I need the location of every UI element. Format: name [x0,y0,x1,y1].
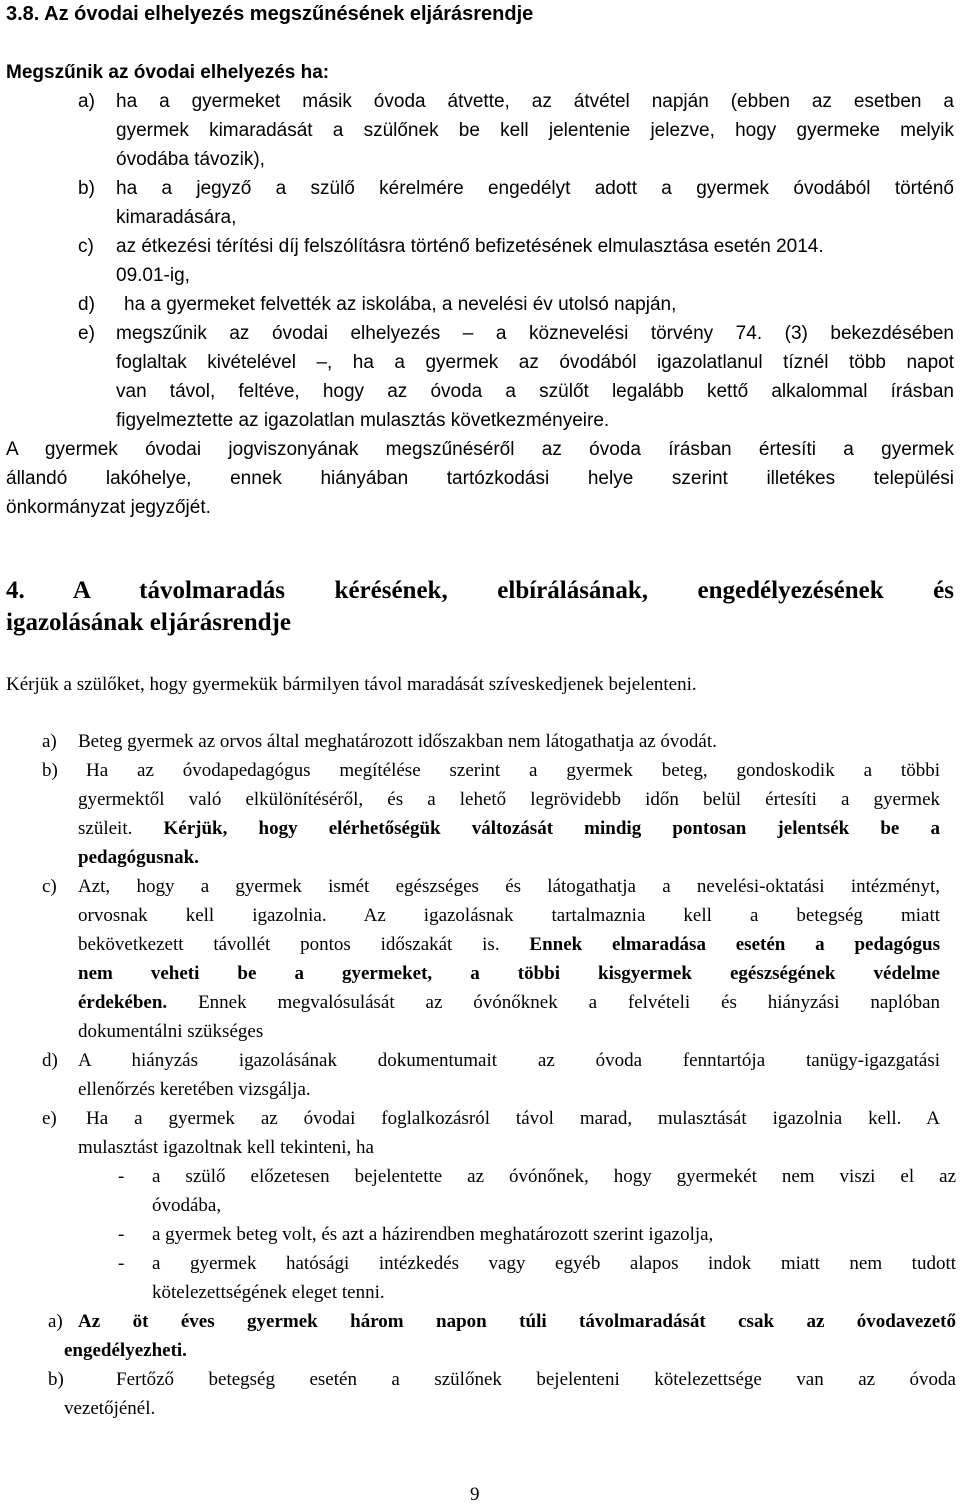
plain-text: Ennek megvalósulását az óvónőknek a felvételi és hiányzási naplóban [198,992,941,1013]
plain-text: szüleit. [78,818,133,839]
list-item-text: vezetőjénél. [64,1398,156,1419]
list-label: d) [78,294,95,315]
list-item-text: dokumentálni szükséges [78,1021,264,1042]
dash-item-text: a szülő előzetesen bejelentette az óvónőnek, hogy gyermekét nem viszi el az [152,1166,956,1187]
list-item-text: 09.01-ig, [116,265,190,286]
plain-text: bekövetkezett távollét pontos időszakát is. [78,934,500,955]
section-intro: Megszűnik az óvodai elhelyezés ha: [6,62,330,83]
page-number: 9 [470,1484,480,1505]
dash-item-text: kötelezettségének eleget tenni. [152,1282,385,1303]
list-item-text: A hiányzás igazolásának dokumentumait az óvoda fenntartója tanügy-igazgatási [78,1050,940,1071]
list-item-text: Beteg gyermek az orvos által meghatározott időszakban nem látogathatja az óvodát. [78,731,717,752]
bold-text: engedélyezheti. [64,1340,187,1361]
list-label: c) [78,236,94,257]
list-item-text: foglaltak kivételével –, ha a gyermek az óvodából igazolatlanul tíznél több napot [116,352,954,373]
list-label: b) [78,178,95,199]
list-item-text: Azt, hogy a gyermek ismét egészséges és látogathatja a nevelési-oktatási intézményt, [78,876,940,897]
bold-text: pedagógusnak. [78,847,199,868]
list-item-text: megszűnik az óvodai elhelyezés – a köznevelési törvény 74. (3) bekezdésében [116,323,954,344]
list-label: e) [42,1108,57,1129]
section-heading: igazolásának eljárásrendje [6,609,291,636]
bold-text: Az öt éves gyermek három napon túli távolmaradását csak az óvodavezető [78,1311,956,1332]
list-label: e) [78,323,95,344]
list-item-text [78,988,940,1017]
list-item-text: az étkezési térítési díj felszólításra történő befizetésének elmulasztása esetén 2014. [116,236,824,257]
list-item-text: Ha az óvodapedagógus megítélése szerint a gyermek beteg, gondoskodik a többi [86,760,940,781]
list-item-text: ha a gyermeket másik óvoda átvette, az átvétel napján (ebben az esetben a [116,91,954,112]
list-label: c) [42,876,57,897]
list-item-text [78,814,940,843]
list-item-text: Fertőző betegség esetén a szülőnek bejelenteni kötelezettsége van az óvoda [116,1369,956,1390]
list-item-text: gyermektől való elkülönítéséről, és a lehető legrövidebb időn belül értesíti a gyermek [78,789,940,810]
list-item-text: van távol, feltéve, hogy az óvoda a szülőt legalább kettő alkalommal írásban [116,381,954,402]
paragraph-text: állandó lakóhelye, ennek hiányában tartózkodási helye szerint illetékes települési [6,468,954,489]
list-item-text: orvosnak kell igazolnia. Az igazolásnak tartalmaznia kell a betegség miatt [78,905,940,926]
dash-item-text: a gyermek hatósági intézkedés vagy egyéb alapos indok miatt nem tudott [152,1253,956,1274]
list-label: b) [42,760,58,781]
list-item-text: Ha a gyermek az óvodai foglalkozásról távol marad, mulasztását igazolnia kell. A [86,1108,940,1129]
list-item-text [78,930,940,959]
dash-item-text: óvodába, [152,1195,222,1216]
section-intro: Kérjük a szülőket, hogy gyermekük bármilyen távol maradását szíveskedjenek bejelenteni. [6,674,697,695]
list-item-text: gyermek kimaradását a szülőnek be kell jelentenie jelezve, hogy gyermeke melyik [116,120,954,141]
bold-text: nem veheti be a gyermeket, a többi kisgyermek egészségének védelme [78,963,940,984]
list-label: a) [48,1311,63,1332]
list-item-text: óvodába távozik), [116,149,265,170]
paragraph-text: önkormányzat jegyzőjét. [6,497,211,518]
section-heading: 4. A távolmaradás kérésének, elbírálásának, engedélyezésének és [6,577,954,604]
list-label: b) [48,1369,64,1390]
paragraph-text: A gyermek óvodai jogviszonyának megszűnéséről az óvoda írásban értesíti a gyermek [6,439,954,460]
bold-text: érdekében. [78,992,168,1013]
list-item-text: mulasztást igazoltnak kell tekinteni, ha [78,1137,374,1158]
list-item-text: ha a jegyző a szülő kérelmére engedélyt adott a gyermek óvodából történő [116,178,954,199]
dash-marker: - [118,1166,125,1187]
list-label: d) [42,1050,58,1071]
list-label: a) [78,91,95,112]
dash-item-text: a gyermek beteg volt, és azt a házirendben meghatározott szerint igazolja, [152,1224,714,1245]
bold-text: Kérjük, hogy elérhetőségük változását mindig pontosan jelentsék be a [163,818,941,839]
dash-marker: - [118,1253,125,1274]
dash-marker: - [118,1224,125,1245]
section-heading: 3.8. Az óvodai elhelyezés megszűnésének eljárásrendje [6,3,534,25]
bold-text: Ennek elmaradása esetén a pedagógus [529,934,940,955]
list-item-text: ellenőrzés keretében vizsgálja. [78,1079,311,1100]
list-item-text: figyelmeztette az igazolatlan mulasztás következményeire. [116,410,610,431]
list-item-text: kimaradására, [116,207,237,228]
list-label: a) [42,731,57,752]
list-item-text: ha a gyermeket felvették az iskolába, a nevelési év utolsó napján, [124,294,677,315]
